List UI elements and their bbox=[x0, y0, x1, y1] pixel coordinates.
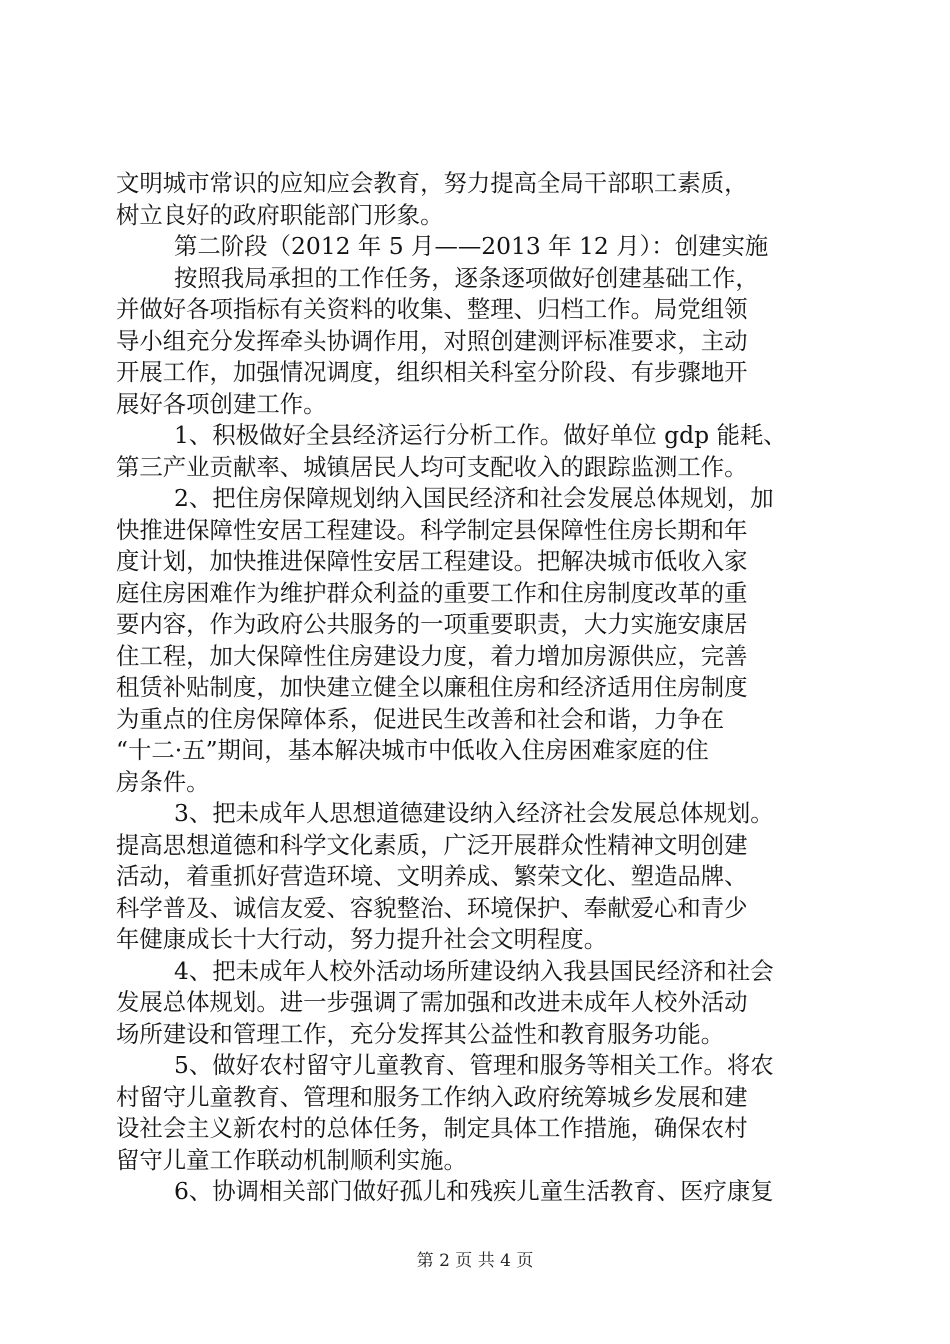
text-line: 4、把未成年人校外活动场所建设纳入我县国民经济和社会 bbox=[174, 956, 774, 985]
text-line: 活动，着重抓好营造环境、文明养成、繁荣文化、塑造品牌、 bbox=[116, 862, 748, 890]
text-line: 设社会主义新农村的总体任务，制定具体工作措施，确保农村 bbox=[116, 1114, 748, 1142]
text-line: 年健康成长十大行动，努力提升社会文明程度。 bbox=[116, 925, 608, 953]
text-line: 2、把住房保障规划纳入国民经济和社会发展总体规划，加 bbox=[174, 484, 774, 512]
text-line: 租赁补贴制度，加快建立健全以廉租住房和经济适用住房制度 bbox=[116, 673, 748, 701]
text-line: 提高思想道德和科学文化素质，广泛开展群众性精神文明创建 bbox=[116, 830, 748, 859]
text-line: 第二阶段（2012 年 5 月——2013 年 12 月）：创建实施 bbox=[174, 232, 769, 260]
text-line: 住工程，加大保障性住房建设力度，着力增加房源供应，完善 bbox=[116, 641, 748, 670]
text-line: “十二·五”期间，基本解决城市中低收入住房困难家庭的住 bbox=[116, 736, 709, 764]
text-line: 场所建设和管理工作，充分发挥其公益性和教育服务功能。 bbox=[116, 1019, 725, 1048]
text-line: 要内容，作为政府公共服务的一项重要职责，大力实施安康居 bbox=[116, 610, 748, 638]
text-line: 导小组充分发挥牵头协调作用，对照创建测评标准要求，主动 bbox=[116, 326, 748, 355]
text-line: 为重点的住房保障体系，促进民生改善和社会和谐，力争在 bbox=[116, 704, 725, 733]
text-line: 留守儿童工作联动机制顺利实施。 bbox=[116, 1145, 467, 1174]
text-line: 开展工作，加强情况调度，组织相关科室分阶段、有步骤地开 bbox=[116, 358, 748, 386]
text-line: 度计划，加快推进保障性安居工程建设。把解决城市低收入家 bbox=[116, 547, 748, 575]
text-line: 1、积极做好全县经济运行分析工作。做好单位 gdp 能耗、 bbox=[174, 421, 787, 449]
text-line: 6、协调相关部门做好孤儿和残疾儿童生活教育、医疗康复 bbox=[174, 1177, 774, 1205]
text-line: 按照我局承担的工作任务，逐条逐项做好创建基础工作， bbox=[174, 263, 759, 292]
text-line: 快推进保障性安居工程建设。科学制定县保障性住房长期和年 bbox=[116, 515, 748, 544]
text-line: 树立良好的政府职能部门形象。 bbox=[116, 200, 444, 229]
text-line: 并做好各项指标有关资料的收集、整理、归档工作。局党组领 bbox=[116, 295, 748, 323]
document-body bbox=[116, 168, 832, 1208]
text-line: 文明城市常识的应知应会教育，努力提高全局干部职工素质， bbox=[116, 169, 748, 197]
text-line: 房条件。 bbox=[116, 767, 210, 796]
page-footer: 第 2 页 共 4 页 bbox=[416, 1251, 534, 1271]
text-line: 科学普及、诚信友爱、容貌整治、环境保护、奉献爱心和青少 bbox=[116, 893, 748, 922]
text-line: 3、把未成年人思想道德建设纳入经济社会发展总体规划。 bbox=[174, 799, 774, 827]
text-line: 发展总体规划。进一步强调了需加强和改进未成年人校外活动 bbox=[116, 988, 748, 1016]
text-line: 5、做好农村留守儿童教育、管理和服务等相关工作。将农 bbox=[174, 1051, 774, 1079]
text-line: 第三产业贡献率、城镇居民人均可支配收入的跟踪监测工作。 bbox=[116, 452, 748, 481]
text-line: 展好各项创建工作。 bbox=[116, 389, 327, 418]
text-line: 村留守儿童教育、管理和服务工作纳入政府统筹城乡发展和建 bbox=[116, 1082, 748, 1111]
text-line: 庭住房困难作为维护群众利益的重要工作和住房制度改革的重 bbox=[116, 578, 748, 607]
